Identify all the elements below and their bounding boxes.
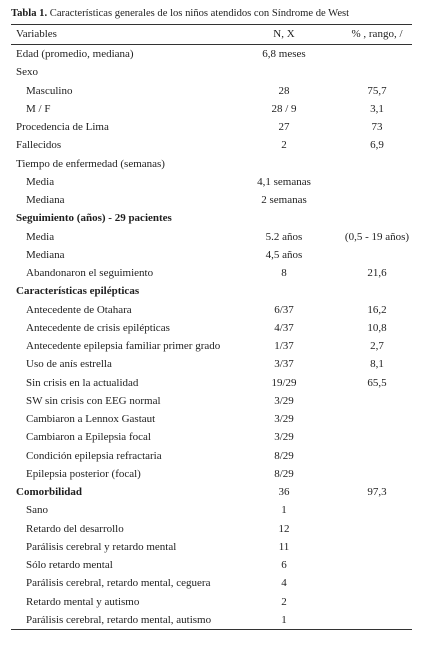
row-label: Antecedente epilepsia familiar primer grado [26,340,221,352]
row-n: 4/37 [274,321,294,334]
row-pct: 3,1 [370,102,384,115]
table-row [11,574,412,592]
table-row [11,556,412,574]
row-label: Procedencia de Lima [16,121,109,133]
row-n: 4,1 semanas [257,175,311,188]
table-row [11,173,412,191]
row-pct: 6,9 [370,139,384,152]
row-label: Abandonaron el seguimiento [26,267,154,279]
row-label: Antecedente de Otahara [26,303,132,316]
row-pct: 21,6 [367,267,387,279]
table-caption [11,6,412,24]
caption-label: Tabla 1. [11,8,48,19]
row-label: Comorbilidad [16,486,83,498]
table-row [11,593,412,611]
row-n: 5.2 años [265,230,303,243]
row-n: 3/29 [274,394,294,407]
table-row [11,374,412,392]
table-row [11,136,412,154]
row-pct: 75,7 [367,84,387,97]
row-n: 3/29 [274,431,294,444]
row-label: Uso de anís estrella [26,358,112,371]
row-label: Sin crisis en la actualidad [26,376,139,389]
row-label: Sólo retardo mental [26,559,113,571]
row-n: 2 semanas [261,194,307,206]
table-row [11,337,412,355]
row-label: Cambiaron a Epilepsia focal [26,431,151,444]
table-row [11,301,412,319]
row-pct: 65,5 [367,376,387,389]
row-n: 8 [281,267,287,279]
row-label: Seguimiento (años) - 29 pacientes [16,212,172,225]
table-row [11,428,412,446]
row-pct: (0,5 - 19 años) [344,230,410,243]
row-label: Antecedente de crisis epilépticas [26,321,170,334]
row-label: Sano [26,504,48,517]
row-n: 2 [281,139,287,152]
row-n: 28 / 9 [271,102,297,115]
row-label: M / F [26,102,51,115]
row-n: 3/37 [274,358,294,371]
table-row [11,483,412,501]
caption-text: Características generales de los niños atendidos con Síndrome de West [47,8,350,19]
table-row [11,465,412,483]
table-row [11,100,412,118]
table-row [11,82,412,100]
row-n: 4,5 años [265,248,303,261]
row-label: Media [26,230,55,243]
row-label: Sexo [16,66,38,79]
table-row [11,264,412,282]
table-row [11,355,412,373]
row-label: Condición epilepsia refractaria [26,449,162,462]
header-pct: % , rango, / [351,28,403,40]
row-pct: 10,8 [367,321,387,334]
row-label: Masculino [26,84,73,97]
table-row [11,246,412,264]
row-pct: 8,1 [370,358,384,371]
row-n: 12 [278,522,290,535]
row-label: Parálisis cerebral y retardo mental [26,540,177,553]
table-row [11,118,412,136]
table-row [11,45,412,63]
table-row [11,611,412,629]
row-label: SW sin crisis con EEG normal [26,394,161,407]
row-label: Retardo mental y autismo [26,595,140,608]
row-n: 4 [281,577,287,590]
row-n: 28 [278,84,290,97]
header-variables: Variables [16,28,57,40]
row-n: 8/29 [274,467,294,480]
table-row [11,228,412,246]
bottom-rule [11,629,412,630]
table-row [11,155,412,173]
table-row [11,392,412,410]
row-label: Media [26,175,55,188]
row-n: 6,8 meses [262,48,306,60]
table-row [11,538,412,556]
row-n: 19/29 [271,376,297,389]
table-row [11,63,412,81]
row-label: Retardo del desarrollo [26,522,124,535]
row-n: 6/37 [274,303,294,316]
table-row [11,501,412,519]
row-n: 1 [281,613,287,626]
row-n: 2 [281,595,287,608]
table-row [11,282,412,300]
row-label: Mediana [26,248,65,261]
row-n: 6 [281,559,287,571]
row-n: 36 [278,486,290,498]
table-header [11,25,412,44]
row-label: Características epilépticas [16,285,140,298]
table-row [11,447,412,465]
row-n: 8/29 [274,449,294,462]
table-document [11,6,412,630]
row-label: Parálisis cerebral, retardo mental, ceguera [26,577,211,590]
row-n: 1/37 [274,340,294,352]
row-n: 27 [278,121,290,133]
row-label: Parálisis cerebral, retardo mental, autismo [26,613,212,626]
row-label: Epilepsia posterior (focal) [26,467,141,480]
table-row [11,410,412,428]
row-label: Fallecidos [16,139,62,152]
table-row [11,191,412,209]
row-n: 11 [278,540,290,553]
row-pct: 73 [371,121,383,133]
table-row [11,520,412,538]
row-pct: 2,7 [370,340,384,352]
row-label: Mediana [26,194,65,206]
row-n: 3/29 [274,413,294,425]
table-row [11,319,412,337]
table-row [11,209,412,227]
table-body [11,45,412,629]
row-label: Cambiaron a Lennox Gastaut [26,413,156,425]
row-pct: 97,3 [367,486,387,498]
row-label: Edad (promedio, mediana) [16,48,134,60]
header-n: N, X [273,28,295,40]
row-pct: 16,2 [367,303,387,316]
row-label: Tiempo de enfermedad (semanas) [16,157,165,170]
row-n: 1 [281,504,287,517]
